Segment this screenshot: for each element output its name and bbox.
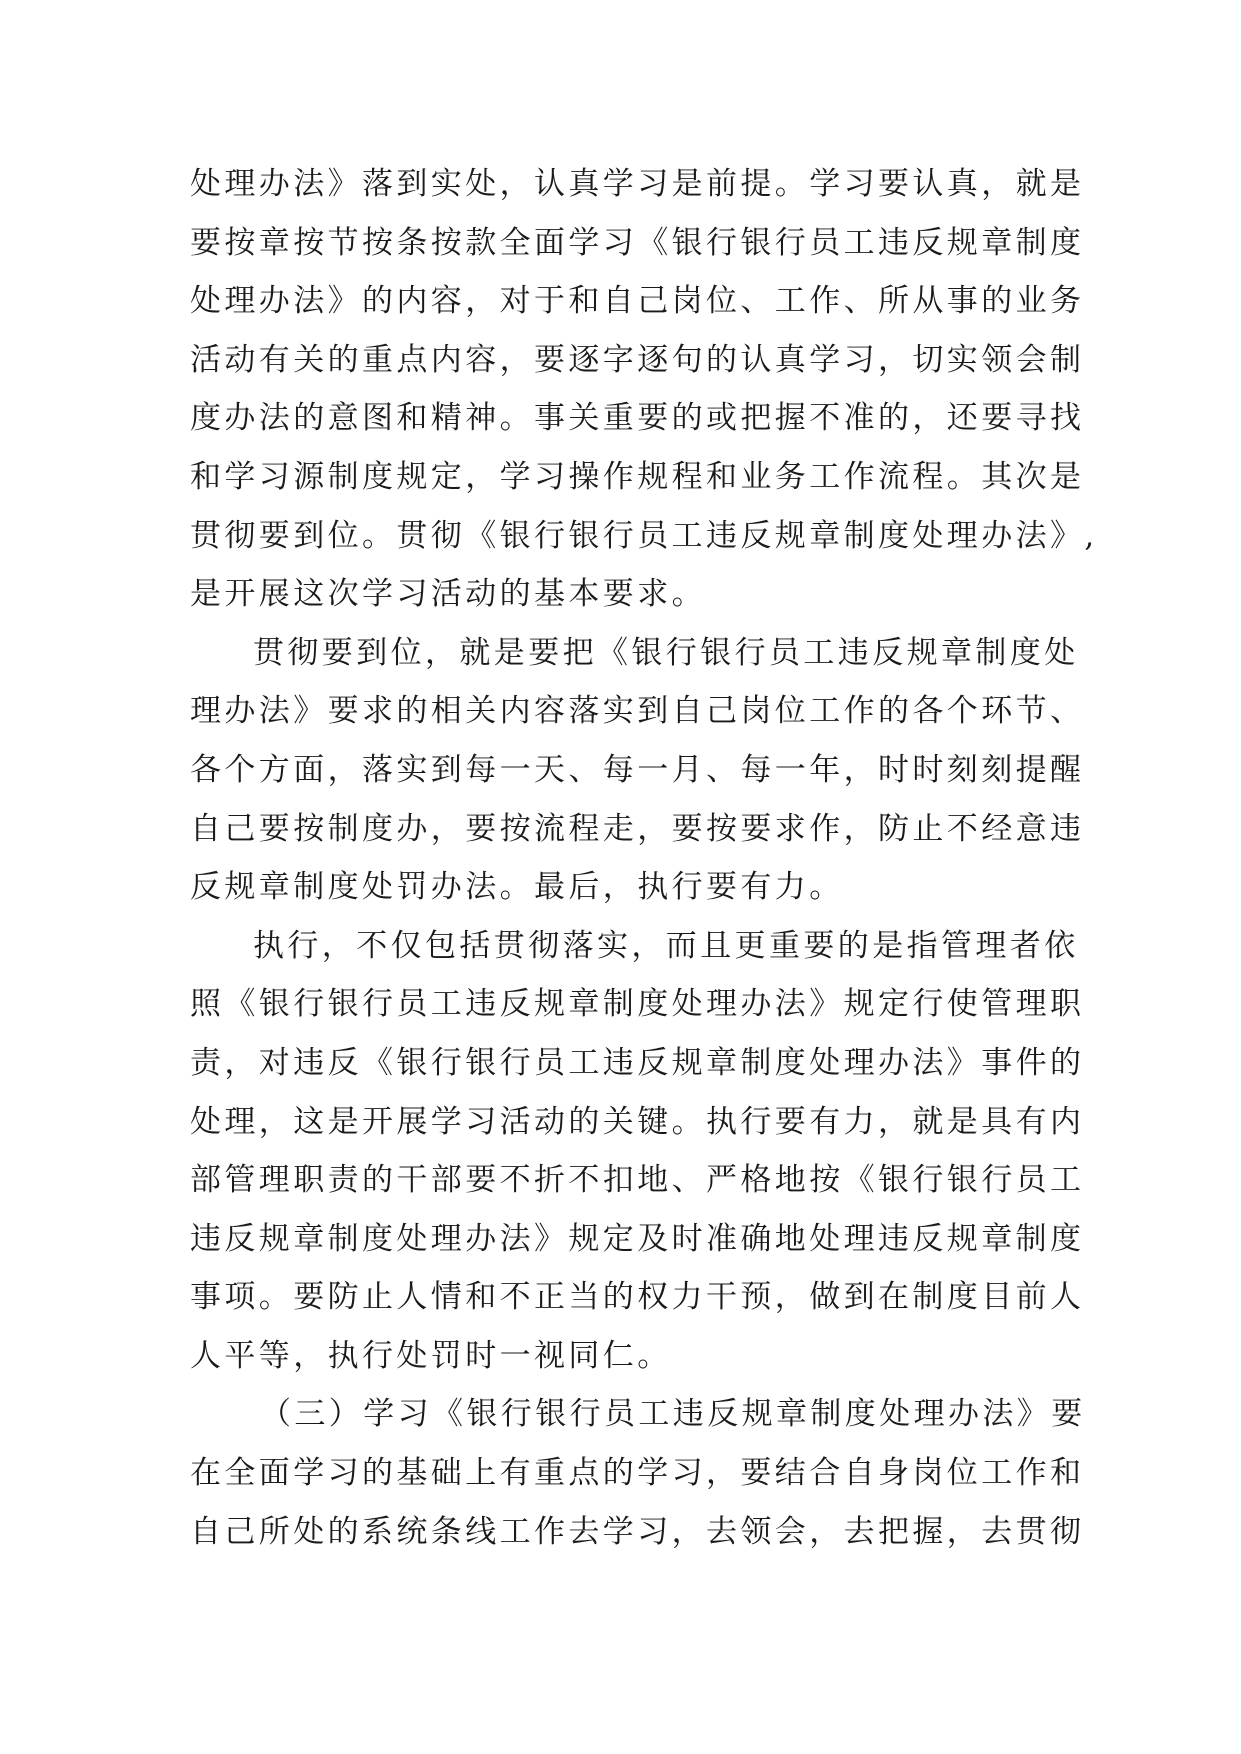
text-line: 照《银行银行员工违反规章制度处理办法》规定行使管理职 [190, 986, 1085, 1023]
text-line: 理办法》要求的相关内容落实到自己岗位工作的各个环节、 [190, 693, 1085, 730]
text-line: 各个方面，落实到每一天、每一月、每一年，时时刻刻提醒 [190, 751, 1085, 788]
text-line: 贯彻要到位。贯彻《银行银行员工违反规章制度处理办法》, [190, 517, 1098, 554]
text-line: 处理，这是开展学习活动的关键。执行要有力，就是具有内 [190, 1103, 1085, 1140]
paragraph-first-line: 执行，不仅包括贯彻落实，而且更重要的是指管理者依 [253, 927, 1079, 964]
paragraph-first-line: 贯彻要到位，就是要把《银行银行员工违反规章制度处 [253, 634, 1079, 671]
text-line: 反规章制度处罚办法。最后，执行要有力。 [190, 869, 844, 906]
body-text [190, 155, 1098, 1561]
text-line: 是开展这次学习活动的基本要求。 [190, 576, 706, 613]
text-line: 处理办法》落到实处，认真学习是前提。学习要认真，就是 [190, 166, 1085, 202]
text-line: 处理办法》的内容，对于和自己岗位、工作、所从事的业务 [190, 283, 1085, 320]
text-line: 部管理职责的干部要不折不扣地、严格地按《银行银行员工 [190, 1162, 1085, 1199]
paragraph-first-line: （三）学习《银行银行员工违反规章制度处理办法》要 [260, 1396, 1086, 1433]
text-line: 自己要按制度办，要按流程走，要按要求作，防止不经意违 [190, 810, 1085, 847]
text-line: 在全面学习的基础上有重点的学习，要结合自身岗位工作和 [190, 1455, 1085, 1492]
text-line: 责，对违反《银行银行员工违反规章制度处理办法》事件的 [190, 1044, 1085, 1081]
text-line: 人平等，执行处罚时一视同仁。 [190, 1337, 672, 1374]
text-line: 要按章按节按条按款全面学习《银行银行员工违反规章制度 [190, 224, 1085, 261]
text-line: 事项。要防止人情和不正当的权力干预，做到在制度目前人 [190, 1279, 1085, 1316]
text-line: 活动有关的重点内容，要逐字逐句的认真学习，切实领会制 [190, 341, 1085, 378]
text-line: 度办法的意图和精神。事关重要的或把握不准的，还要寻找 [190, 400, 1085, 437]
text-line: 和学习源制度规定，学习操作规程和业务工作流程。其次是 [190, 458, 1085, 495]
text-line: 自己所处的系统条线工作去学习，去领会，去把握，去贯彻 [190, 1513, 1085, 1550]
text-line: 违反规章制度处理办法》规定及时准确地处理违反规章制度 [190, 1220, 1085, 1257]
